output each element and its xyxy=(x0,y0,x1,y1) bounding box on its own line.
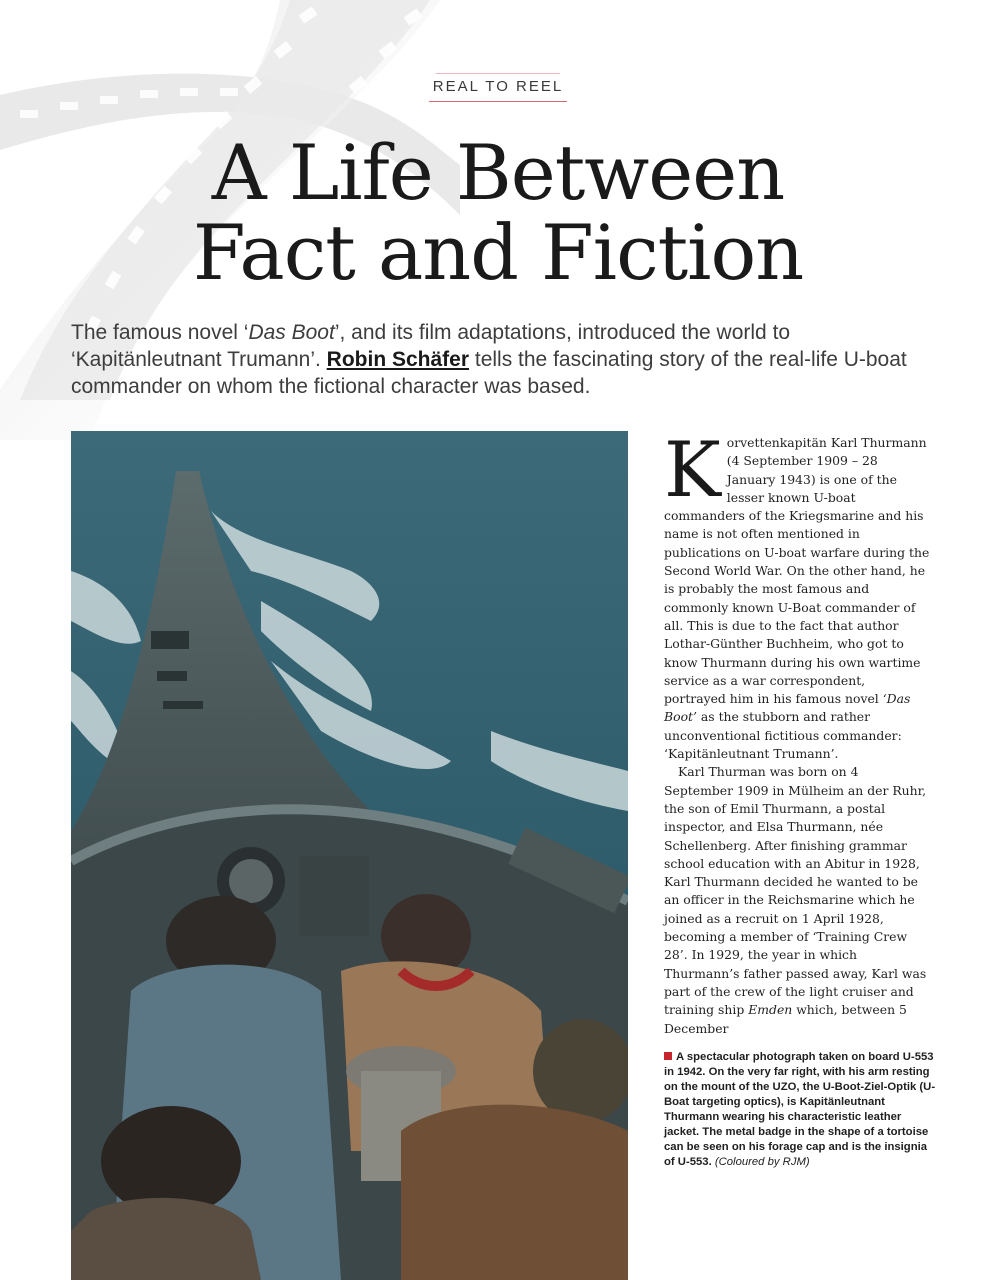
article-body xyxy=(664,425,930,1038)
headline-line-1: A Life Between xyxy=(211,128,785,217)
caption-marker-icon xyxy=(664,1052,672,1060)
body-paragraph-2-text-b: which, between 5 December xyxy=(664,1002,907,1036)
caption-credit: (Coloured by RJM) xyxy=(714,1156,810,1168)
body-paragraph-1-text-b: as the stubborn and rather unconventional fictitious commander: ‘Kapitänleutnant Trumann’. xyxy=(664,709,902,762)
section-kicker-label: REAL TO REEL xyxy=(429,78,567,102)
body-paragraph-2-text-a: Karl Thurman was born on 4 September 1909 in Mülheim an der Ruhr, the son of Emil Thurmann, a postal inspector, and Elsa Thurmann, née Schellenberg. After finishing grammar school education with an Abitur in 1928, Karl Thurmann decided he wanted to be an officer in the Reichsmarine which he joined as a recruit on 1 April 1928, becoming a member of ‘Training Crew 28’. In 1929, the year in which Thurmann’s father passed away, Karl was part of the crew of the light cruiser and training ship xyxy=(664,764,927,1018)
standfirst-part-3: tells the fascinating story of the real-life U-boat commander on whom the fictional character was based. xyxy=(71,348,907,398)
standfirst-part-1: The famous novel ‘ xyxy=(71,321,249,344)
headline-line-2: Fact and Fiction xyxy=(192,208,804,297)
body-ship-name: Emden xyxy=(748,1002,793,1018)
photo-caption xyxy=(664,1050,936,1170)
body-paragraph-1-text-a: orvettenkapitän Karl Thurmann (4 September 1909 – 28 January 1943) is one of the lesser known U-boat commanders of the Kriegsmarine and his name is not often mentioned in publications on U-boat warfare during the Second World War. On the other hand, he is probably the most famous and commonly known U-Boat commander of all. This is due to the fact that author Lothar-Günther Buchheim, who got to know Thurmann during his own wartime service as a war correspondent, portrayed him in his famous novel xyxy=(664,435,930,707)
standfirst-book-title: Das Boot xyxy=(248,321,335,344)
caption-text: A spectacular photograph taken on board U-553 in 1942. On the very far right, with his arm resting on the mount of the UZO, the U-Boot-Ziel-Optik (U-Boat targeting optics), is Kapitänleutnant Thurmann wearing his characteristic leather jacket. The metal badge in the shape of a tortoise can be seen on his forage cap and is the insignia of U-553. xyxy=(664,1051,936,1168)
standfirst xyxy=(71,319,931,400)
body-paragraph-1 xyxy=(664,425,930,763)
body-book-title: ‘Das Boot’ xyxy=(664,691,911,725)
u-boat-photograph xyxy=(71,431,628,1280)
standfirst-part-2: ’, and its film adaptations, introduced the world to ‘Kapitänleutnant Trumann’. xyxy=(71,321,791,371)
author-name: Robin Schäfer xyxy=(326,348,470,371)
body-paragraph-2 xyxy=(664,763,930,1037)
headline xyxy=(0,128,996,297)
section-kicker xyxy=(0,78,996,102)
drop-cap: K xyxy=(664,425,721,514)
kicker-top-rule xyxy=(436,73,560,74)
